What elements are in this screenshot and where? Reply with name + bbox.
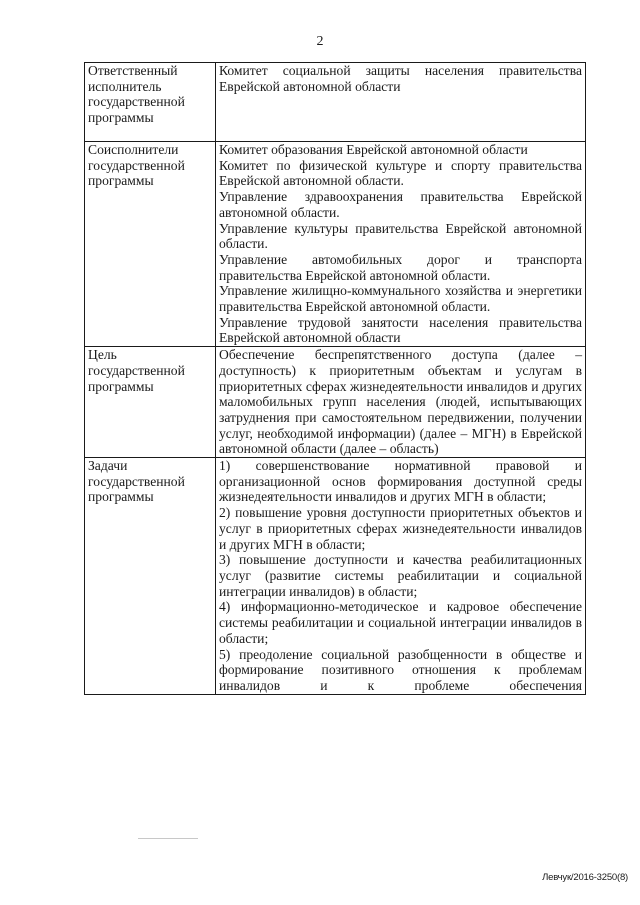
paragraph: 4) информационно-методическое и кадровое обеспечение системы реабилитации и социальной интеграции инвалидов в области; <box>219 599 582 646</box>
scan-artifact-line <box>138 838 198 839</box>
paragraph: Комитет социальной защиты населения правительства Еврейской автономной области <box>219 63 582 94</box>
paragraph: Комитет по физической культуре и спорту правительства Еврейской автономной области. <box>219 157 582 189</box>
paragraph: 1) совершенствование нормативной правовой и организационной основ формирования доступной среды жизнедеятельности инвалидов и других МГН в области; <box>219 458 582 505</box>
paragraph: Управление автомобильных дорог и транспорта правительства Еврейской автономной области. <box>219 251 582 283</box>
paragraph: 2) повышение уровня доступности приоритетных объектов и услуг в приоритетных сферах жизнедеятельности инвалидов и других МГН в области; <box>219 505 582 552</box>
table-row <box>85 347 586 458</box>
paragraph: Управление жилищно-коммунального хозяйства и энергетики правительства Еврейской автономной области. <box>219 283 582 315</box>
row-label-tasks <box>85 458 216 695</box>
table-row <box>85 63 586 142</box>
paragraph: Управление здравоохранения правительства Еврейской автономной области. <box>219 189 582 220</box>
page-number: 2 <box>316 34 324 49</box>
row-label-goal <box>85 347 216 458</box>
row-value-goal <box>216 347 586 458</box>
row-value-responsible-executor <box>216 63 586 142</box>
label-text: Соисполнители государственной программы <box>88 142 185 189</box>
row-label-responsible-executor <box>85 63 216 142</box>
program-passport-table <box>84 62 586 695</box>
label-text: Ответственный исполнитель государственной программы <box>88 63 185 126</box>
paragraph: Обеспечение беспрепятственного доступа (далее – доступность) к приоритетным объектам и услугам в приоритетных сферах жизнедеятельности инвалидов и других маломобильных групп населения (людей, испытывающих затруднения при самостоятельном передвижении, получении услуг, необходимой информации) (далее – МГН) в Еврейской автономной области (далее – область) <box>219 347 582 457</box>
paragraph: Комитет образования Еврейской автономной области <box>219 142 528 157</box>
table-row <box>85 142 586 347</box>
table-row <box>85 458 586 695</box>
label-text: Задачи государственной программы <box>88 458 185 505</box>
label-text: Цель государственной программы <box>88 347 185 394</box>
paragraph: Управление трудовой занятости населения правительства Еврейской автономной области <box>219 314 582 346</box>
paragraph: 5) преодоление социальной разобщенности в обществе и формирование позитивного отношения к проблемам инвалидов и к проблеме обеспечения <box>219 646 582 693</box>
row-value-tasks <box>216 458 586 695</box>
row-label-co-executors <box>85 142 216 347</box>
paragraph: 3) повышение доступности и качества реабилитационных услуг (развитие системы реабилитации и социальной интеграции инвалидов) в области; <box>219 552 582 599</box>
document-code: Левчук/2016-3250(8) <box>542 872 628 883</box>
row-value-co-executors <box>216 142 586 347</box>
paragraph: Управление культуры правительства Еврейской автономной области. <box>219 220 582 252</box>
